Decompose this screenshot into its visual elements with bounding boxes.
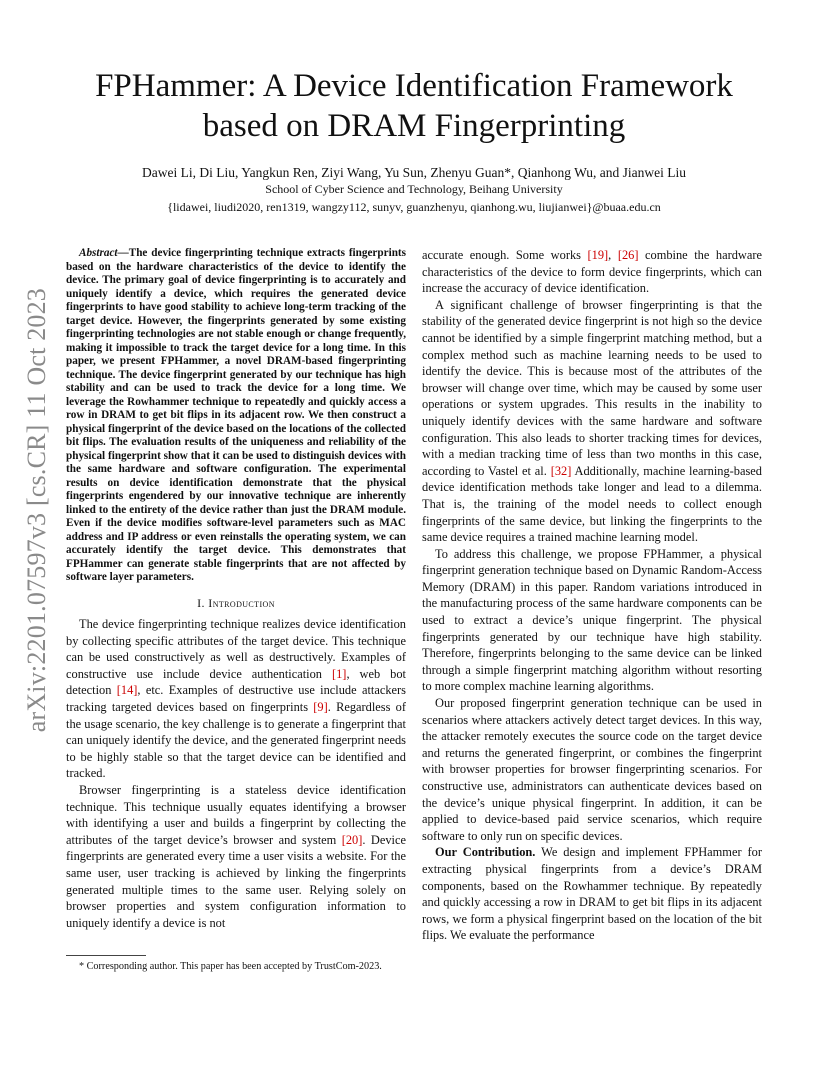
text-span: . Regardless of the usage scenario, the key challenge is to generate a fingerprint that can uniquely identify the device, and the generated fingerprint needs to be highly stable so that the target device can be identified and tracked. — [66, 700, 406, 781]
citation-link[interactable]: [1] — [331, 666, 347, 681]
citation-link[interactable]: [9] — [313, 700, 328, 715]
text-span: The device fingerprinting technique realizes device identification by collecting specific attributes of the target device. This technique can be used constructively as well as destructively. Examples of constructive use include device authentication — [66, 617, 406, 681]
arxiv-identifier: arXiv:2201.07597v3 [cs.CR] 11 Oct 2023 — [22, 288, 51, 733]
right-column — [422, 247, 762, 944]
right-paragraph-4: Our proposed fingerprint generation technique can be used in scenarios where attackers actively detect target devices. In this way, the attacker remotely executes the source code on the target device and returns the generated fingerprint, or combines the fingerprint with browser properties for browser fingerprinting scenarios. For constructive use, administrators can authenticate devices based on the device’s unique physical fingerprint. In addition, it can be applied to device-based paid service scenarios, which require software to only run on specific devices. — [422, 696, 762, 843]
text-span: accurate enough. Some works — [422, 248, 588, 262]
right-paragraph-5 — [422, 844, 762, 944]
abstract — [66, 247, 406, 585]
text-span: Additionally, machine learning-based device identification methods take longer and lead to a dilemma. That is, the training of the model needs to collect enough fingerprints of the same device, but linking the fingerprints to the same device requires a trained machine learning model. — [422, 463, 762, 545]
right-paragraph-2 — [422, 297, 762, 546]
left-column — [66, 247, 406, 931]
text-span: We design and implement FPHammer for extracting physical fingerprints from a device’s DRAM components, based on the Rowhammer technique. By repeatedly and quickly accessing a row in DRAM to get bit flips in its adjacent rows, we form a physical fingerprint based on the location of the bit flips. We evaluate the performance — [422, 845, 762, 943]
affiliation: School of Cyber Science and Technology, Beihang University — [265, 182, 563, 196]
citation-link[interactable]: [20] — [341, 832, 363, 847]
abstract-text: —The device fingerprinting technique extracts fingerprints based on the hardware characteristics of the device to identify the device. The primary goal of device fingerprinting is to accurately and uniquely identify a device, which requires the generated device fingerprints to have good stability to achieve long-term tracking of the target device. However, the fingerprints generated by some existing fingerprinting technologies are not stable enough or change frequently, making it impossible to track the target device for a long time. In this paper, we present FPHammer, a novel DRAM-based fingerprinting technique. The device fingerprint generated by our technique has high stability and can be used to track the device for a long time. We leverage the Rowhammer technique to repeatedly and quickly access a row in DRAM to get bit flips in its adjacent row. We then construct a physical fingerprint of the device based on the locations of the collected bit flips. The evaluation results of the uniqueness and reliability of the physical fingerprint show that it can be used to distinguish devices with the same hardware and software configuration. The experimental results on device identification demonstrate that the physical fingerprints engendered by our innovative technique are inherently linked to the entirety of the device rather than just the DRAM module. Even if the device modifies software-level parameters such as MAC address and IP address or even reinstalls the operating system, we can accurately identify the target device. This demonstrates that FPHammer can generate stable fingerprints that are not affected by software layer parameters. — [66, 247, 406, 583]
author-emails: {lidawei, liudi2020, ren1319, wangzy112, sunyv, guanzhenyu, qianhong.wu, liujianwei}@buaa.edu.cn — [167, 200, 661, 214]
citation-link[interactable]: [26] — [617, 248, 639, 262]
citation-link[interactable]: [32] — [550, 463, 572, 478]
section-heading-introduction: I. Introduction — [197, 595, 275, 610]
right-paragraph-3: To address this challenge, we propose FPHammer, a physical fingerprint generation technique based on Dynamic Random-Access Memory (DRAM) in this paper. Random variations introduced in the manufacturing process of the same hardware components can be used to extract a device’s unique fingerprint. The physical fingerprints generated by our technique have high stability. Therefore, fingerprints belonging to the same device can be linked through a simple fingerprint matching algorithm without resorting to more complex machine learning algorithms. — [422, 546, 762, 694]
contribution-label: Our Contribution. — [435, 845, 536, 860]
footnote-rule — [66, 955, 146, 956]
text-span: . Device fingerprints are generated every time a user visits a website. For the same user, user tracking is achieved by linking the fingerprints generated multiple times to the same user. Relying solely on browser properties and system configuration information to uniquely identify a device is not — [66, 832, 406, 930]
text-span: , etc. Examples of destructive use include attackers tracking targeted devices based on fingerprints — [66, 683, 406, 715]
footnote: * Corresponding author. This paper has been accepted by TrustCom-2023. — [79, 961, 382, 972]
author-list: Dawei Li, Di Liu, Yangkun Ren, Ziyi Wang, Yu Sun, Zhenyu Guan*, Qianhong Wu, and Jianwei Liu — [141, 165, 687, 180]
abstract-label: Abstract — [79, 247, 118, 259]
text-span: combine the hardware characteristics of the device to form device fingerprints, which can increase the accuracy of device identification. — [422, 248, 762, 296]
right-paragraph-1 — [422, 247, 762, 297]
citation-link[interactable]: [19] — [587, 248, 609, 262]
text-span: , — [608, 248, 618, 262]
text-span: , web bot detection — [66, 666, 406, 698]
intro-paragraph-1 — [66, 616, 406, 782]
paper-title: FPHammer: A Device Identification Framework based on DRAM Fingerprinting — [95, 68, 733, 144]
citation-link[interactable]: [14] — [116, 683, 138, 698]
text-span: A significant challenge of browser fingerprinting is that the stability of the generated device fingerprint is not high so the device cannot be identified by a simple fingerprint matching method, but a complex method such as machine learning needs to be used to identify the device. This is because most of the attributes of the browser will change over time, which may be caused by some user operations or system upgrades. This results in the inability to uniquely identify devices with the same hardware and software configuration. This also leads to shorter tracking times for devices, with a median tracking time of less than two months in this case, according to Vastel et al. — [422, 297, 762, 478]
text-span: Browser fingerprinting is a stateless device identification technique. This technique usually equates identifying a browser with identifying a user and builds a fingerprint by collecting the attributes of the target device’s browser and system — [66, 783, 406, 847]
intro-paragraph-2 — [66, 782, 406, 931]
